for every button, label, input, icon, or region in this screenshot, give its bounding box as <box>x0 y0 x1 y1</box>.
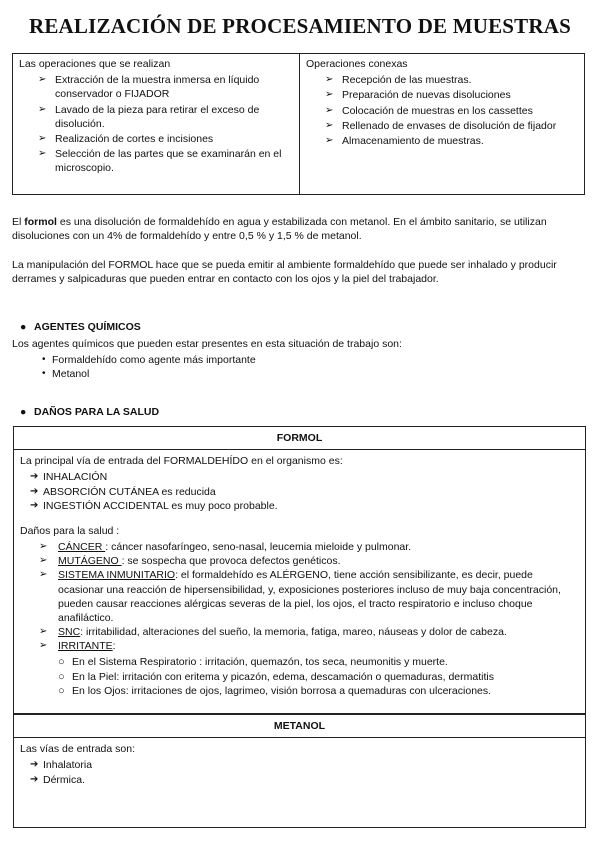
arrowhead-bullet-icon: ➢ <box>39 626 48 638</box>
list-item: ➢ MUTÁGENO : se sospecha que provoca defectos genéticos. <box>39 555 341 568</box>
damage-intro: Daños para la salud : <box>20 524 120 537</box>
hollow-circle-icon: ○ <box>58 684 65 697</box>
right-arrow-icon: ➔ <box>30 499 39 511</box>
list-item: ➢ SNC: irritabilidad, alteraciones del sueño, la memoria, fatiga, mareo, náuseas y dolor de cabeza. <box>39 626 507 639</box>
danos-heading: ● DAÑOS PARA LA SALUD <box>20 406 160 418</box>
list-item: ○ En los Ojos: irritaciones de ojos, lagrimeo, visión borrosa a quemaduras con ulceraciones. <box>58 684 492 697</box>
arrowhead-bullet-icon: ➢ <box>325 104 334 116</box>
manipulation-paragraph: La manipulación del FORMOL hace que se pueda emitir al ambiente formaldehído que puede ser inhalado y producir derrames y salpicaduras que pueden entrar en contacto con los ojos y la piel del trabajador. <box>12 259 557 286</box>
hollow-circle-icon: ○ <box>58 670 65 683</box>
bullet-dot-icon: • <box>42 368 46 380</box>
entry-intro: La principal vía de entrada del FORMALDEHÍDO en el organismo es: <box>20 455 343 468</box>
arrowhead-bullet-icon: ➢ <box>39 569 48 581</box>
arrowhead-bullet-icon: ➢ <box>38 132 47 144</box>
metanol-box-body <box>14 738 585 791</box>
formol-box <box>13 426 586 714</box>
list-item: ➢ CÁNCER : cáncer nasofaríngeo, seno-nasal, leucemia mieloide y pulmonar. <box>39 541 412 554</box>
arrowhead-bullet-icon: ➢ <box>39 640 48 652</box>
list-item: ➢ Recepción de las muestras. <box>325 74 472 87</box>
irritant-list <box>20 655 579 698</box>
formol-box-body <box>14 450 585 702</box>
list-item: ➢ Colocación de muestras en los cassettes <box>325 104 533 117</box>
right-arrow-icon: ➔ <box>30 773 39 785</box>
right-arrow-icon: ➔ <box>30 759 39 771</box>
operations-left-heading: Las operaciones que se realizan <box>19 58 171 70</box>
list-item: ○ En la Piel: irritación con eritema y picazón, edema, descamación o quemaduras, dermatitis <box>58 670 494 683</box>
metanol-box <box>13 714 586 828</box>
operations-right-heading: Operaciones conexas <box>306 58 408 70</box>
bullet-dot-icon: ● <box>20 321 27 333</box>
list-item: ➢ Preparación de nuevas disoluciones <box>325 89 511 102</box>
list-item: • Formaldehído como agente más importante <box>42 354 256 366</box>
list-item: ➔ Inhalatoria <box>30 759 93 772</box>
agentes-list <box>42 353 256 381</box>
formol-term: formol <box>24 216 57 228</box>
operations-right-column <box>300 54 584 194</box>
right-arrow-icon: ➔ <box>30 485 39 497</box>
right-arrow-icon: ➔ <box>30 471 39 483</box>
arrowhead-bullet-icon: ➢ <box>325 89 334 101</box>
metanol-list <box>20 758 579 786</box>
list-item: ➔ INGESTIÓN ACCIDENTAL es muy poco probable. <box>30 499 278 512</box>
list-item: ➔ INHALACIÓN <box>30 471 108 484</box>
agentes-heading: ● AGENTES QUÍMICOS <box>20 321 141 333</box>
page-title: REALIZACIÓN DE PROCESAMIENTO DE MUESTRAS <box>28 14 572 38</box>
operations-left-column <box>13 54 300 194</box>
hollow-circle-icon: ○ <box>58 656 65 669</box>
list-item: ➢ Lavado de la pieza para retirar el exceso de disolución. <box>38 103 260 130</box>
list-item: ➢ Almacenamiento de muestras. <box>325 134 484 147</box>
list-item: ➢ SISTEMA INMUNITARIO: el formaldehído es ALÉRGENO, tiene acción sensibilizante, es decir, puede ocasionar una reacción de hipersensibilidad, y, exposiciones posteriores incluso de muy baja concentración, pueden causar reacciones alérgicas severas de la piel, los ojos, el tracto respiratorio e incluso choque anafiláctico. <box>39 569 561 624</box>
bullet-dot-icon: • <box>42 354 46 365</box>
arrowhead-bullet-icon: ➢ <box>38 103 47 115</box>
arrowhead-bullet-icon: ➢ <box>325 74 334 86</box>
list-item: ○ En el Sistema Respiratorio : irritación, quemazón, tos seca, neumonitis y muerte. <box>58 656 448 669</box>
damage-list <box>20 540 579 653</box>
list-item: ➢ Rellenado de envases de disolución de fijador <box>325 119 557 132</box>
list-item: ➔ ABSORCIÓN CUTÁNEA es reducida <box>30 485 216 498</box>
list-item: • Metanol <box>42 368 90 381</box>
arrowhead-bullet-icon: ➢ <box>38 74 47 86</box>
operations-table <box>12 53 585 195</box>
list-item: ➢ Extracción de la muestra inmersa en líquido conservador o FIJADOR <box>38 74 260 101</box>
list-item: ➢ Realización de cortes e incisiones <box>38 132 214 145</box>
metanol-intro: Las vías de entrada son: <box>20 743 135 756</box>
agentes-intro: Los agentes químicos que pueden estar presentes en esta situación de trabajo son: <box>12 338 402 350</box>
arrowhead-bullet-icon: ➢ <box>39 541 48 553</box>
formol-intro-paragraph: El formol es una disolución de formaldehído en agua y estabilizada con metanol. En el ámbito sanitario, se utilizan disoluciones con un 4% de formaldehído y entre 0,5 % y 1,5 % de metanol. <box>12 216 547 243</box>
arrowhead-bullet-icon: ➢ <box>38 148 47 160</box>
list-item: ➢ IRRITANTE: <box>39 640 116 653</box>
list-item: ➔ Dérmica. <box>30 773 86 786</box>
bullet-dot-icon: ● <box>20 406 27 418</box>
arrowhead-bullet-icon: ➢ <box>325 134 334 146</box>
formol-box-header: FORMOL <box>14 427 585 450</box>
metanol-box-header: METANOL <box>14 715 585 738</box>
arrowhead-bullet-icon: ➢ <box>325 119 334 131</box>
arrowhead-bullet-icon: ➢ <box>39 555 48 567</box>
list-item: ➢ Selección de las partes que se examinarán en el microscopio. <box>38 148 282 175</box>
entry-list <box>20 470 579 513</box>
